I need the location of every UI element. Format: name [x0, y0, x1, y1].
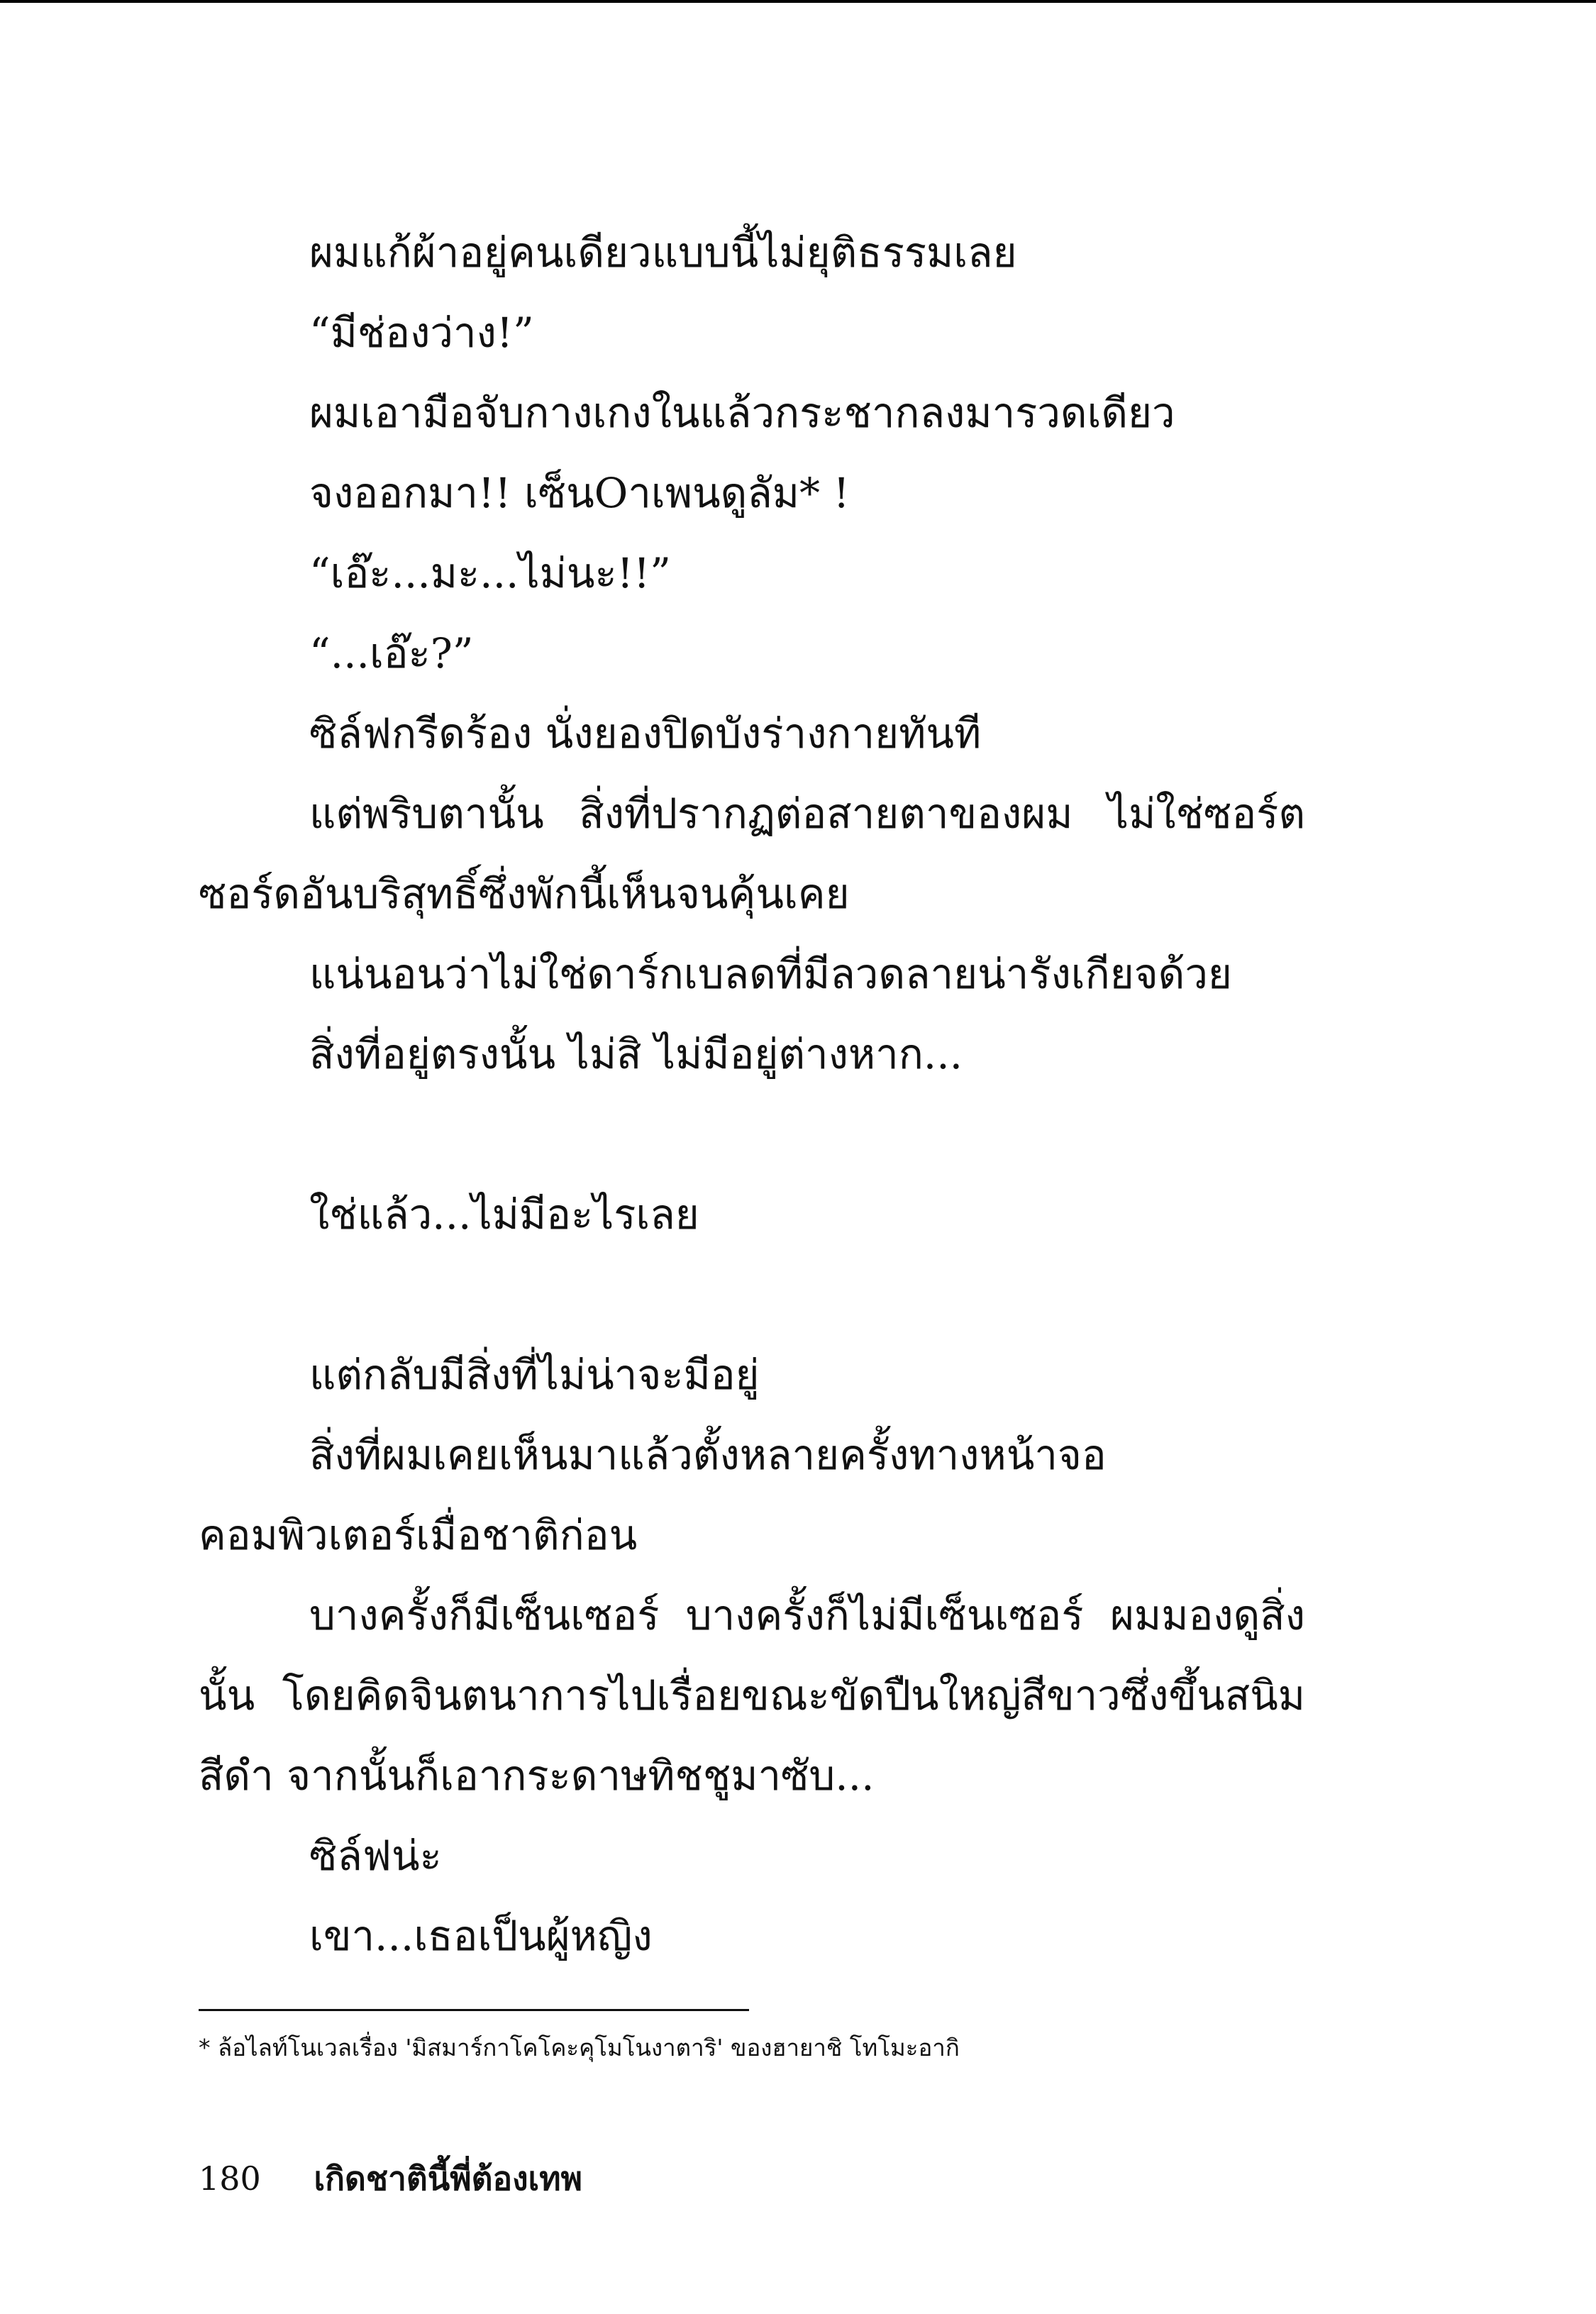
paragraph: สิ่งที่ผมเคยเห็นมาแล้วตั้งหลายครั้งทางหน้าจอคอมพิวเตอร์เมื่อชาติก่อน: [199, 1431, 1107, 1559]
paragraph: จงออกมา!! เซ็นOาเพนดูลัม* !: [309, 469, 850, 517]
section-gap: [199, 1095, 1305, 1175]
page-body: [199, 213, 1305, 1976]
paragraph: เขา...เธอเป็นผู้หญิง: [309, 1912, 653, 1960]
paragraph: แน่นอนว่าไม่ใช่ดาร์กเบลดที่มีลวดลายน่ารังเกียจด้วย: [309, 950, 1232, 998]
page-number: 180: [199, 2159, 261, 2198]
paragraph: ผมแก้ผ้าอยู่คนเดียวแบบนี้ไม่ยุติธรรมเลย: [309, 228, 1017, 277]
paragraph: ซิล์ฟน่ะ: [309, 1832, 442, 1880]
running-title: เกิดชาตินี้พี่ต้องเทพ: [314, 2159, 582, 2198]
paragraph: “มีช่องว่าง!”: [309, 309, 534, 357]
paragraph: “...เอ๊ะ?”: [309, 629, 474, 677]
footnote: * ล้อไลท์โนเวลเรื่อง 'มิสมาร์กาโคโคะคุโมโนงาตาริ' ของฮายาชิ โทโมะอากิ: [199, 2034, 960, 2061]
paragraph: แต่กลับมีสิ่งที่ไม่น่าจะมีอยู่: [309, 1351, 760, 1399]
top-rule: [0, 0, 1596, 3]
footnote-rule: [199, 2009, 749, 2011]
page-footer: [199, 2153, 582, 2204]
paragraph: ผมเอามือจับกางเกงในแล้วกระชากลงมารวดเดียว: [309, 389, 1175, 437]
paragraph: “เอ๊ะ...มะ...ไม่นะ!!”: [309, 549, 671, 597]
section-gap: [199, 1255, 1305, 1335]
paragraph: ซิล์ฟกรีดร้อง นั่งยองปิดบังร่างกายทันที: [309, 709, 982, 758]
paragraph: แต่พริบตานั้น สิ่งที่ปรากฏต่อสายตาของผม ไม่ใช่ซอร์ตซอร์ดอันบริสุทธิ์ซึ่งพักนี้เห็นจนคุ้นเคย: [199, 790, 1305, 918]
paragraph: สิ่งที่อยู่ตรงนั้น ไม่สิ ไม่มีอยู่ต่างหาก...: [309, 1030, 963, 1078]
paragraph: บางครั้งก็มีเซ็นเซอร์ บางครั้งก็ไม่มีเซ็นเซอร์ ผมมองดูสิ่งนั้น โดยคิดจินตนาการไปเรื่อยขณะขัดปืนใหญ่สีขาวซึ่งขึ้นสนิมสีดำ จากนั้นก็เอากระดาษทิชชูมาซับ...: [199, 1591, 1305, 1800]
paragraph: ใช่แล้ว...ไม่มีอะไรเลย: [309, 1190, 699, 1239]
